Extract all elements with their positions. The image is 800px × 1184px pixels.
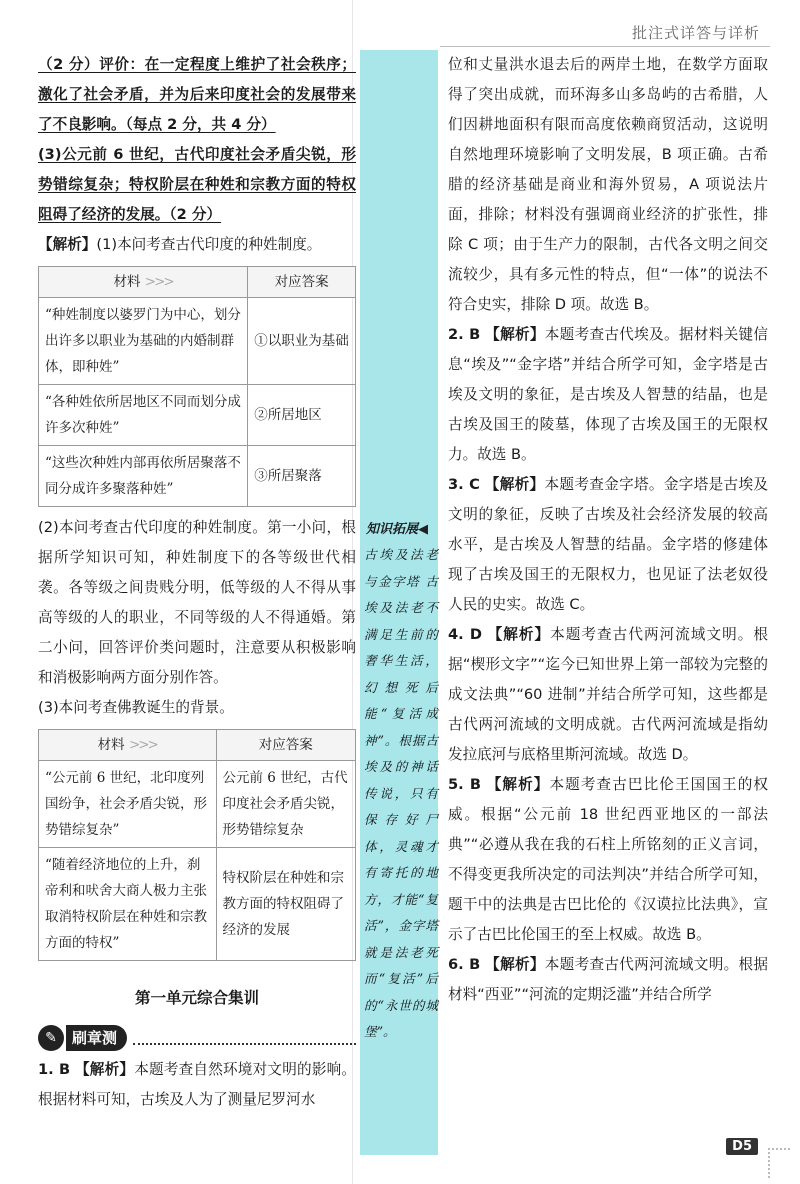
left-column bbox=[38, 50, 356, 1115]
table1-cell-answer: ①以职业为基础 bbox=[248, 298, 356, 385]
table1-cell-answer: ②所居地区 bbox=[248, 385, 356, 446]
question-3 bbox=[448, 470, 768, 620]
corner-decoration bbox=[768, 1148, 790, 1178]
question-number: 3. C bbox=[448, 476, 480, 493]
table1-cell-answer: ③所居聚落 bbox=[248, 446, 356, 507]
analysis-tag: 【解析】 bbox=[484, 476, 545, 493]
analysis-tag: 【解析】 bbox=[487, 626, 551, 643]
table-row bbox=[39, 848, 356, 961]
table1-cell-material: “这些次种姓内部再依所居聚落不同分成许多聚落种姓” bbox=[39, 446, 248, 507]
analysis-tag: 【解析】 bbox=[485, 326, 545, 343]
question-6 bbox=[448, 950, 768, 1010]
question-2 bbox=[448, 320, 768, 470]
section-label: 刷章测 bbox=[66, 1025, 127, 1051]
question-number: 1. B bbox=[38, 1061, 71, 1078]
header-rule bbox=[440, 46, 770, 47]
question-number: 2. B bbox=[448, 326, 481, 343]
table2-header-answer: 对应答案 bbox=[216, 730, 355, 761]
unit-title: 第一单元综合集训 bbox=[134, 989, 259, 1007]
analysis-tag: 【解析】 bbox=[38, 236, 97, 253]
analysis-intro-text: (1)本问考查古代印度的种姓制度。 bbox=[96, 236, 322, 253]
analysis-part3: (3)本问考查佛教诞生的背景。 bbox=[38, 699, 234, 716]
analysis-tag: 【解析】 bbox=[74, 1061, 135, 1078]
table1-cell-material: “各种姓依所居地区不同而划分成许多次种姓” bbox=[39, 385, 248, 446]
table2-header-material: 材料 >>> bbox=[39, 730, 217, 761]
answer-part2: （2 分）评价：在一定程度上维护了社会秩序；激化了社会矛盾，并为后来印度社会的发展带来了不良影响。（每点 2 分，共 4 分） bbox=[38, 56, 356, 133]
question-number: 4. D bbox=[448, 626, 482, 643]
pointer-arrow-icon: ◀ bbox=[418, 522, 429, 537]
pen-icon: ✎ bbox=[38, 1025, 64, 1051]
page-number: D5 bbox=[726, 1138, 758, 1155]
question-1 bbox=[38, 1055, 356, 1115]
question-number: 5. B bbox=[448, 776, 481, 793]
question-text: 本题考查古巴比伦王国国王的权威。根据“公元前 18 世纪西亚地区的一部法典”“必遵从我在我的石柱上所铭刻的正义言词，不得变更我所决定的司法判决”并结合所学可知，题干中的法典是古巴比伦的《汉谟拉比法典》，宣示了古巴比伦国王的至上权威。故选 B。 bbox=[448, 776, 768, 943]
answer-part3: (3)公元前 6 世纪，古代印度社会矛盾尖锐，形势错综复杂；特权阶层在种姓和宗教方面的特权阻碍了经济的发展。（2 分） bbox=[38, 146, 356, 223]
sidebar-title: 知识拓展◀ bbox=[366, 522, 429, 537]
table1-header-material: 材料 >>> bbox=[39, 267, 248, 298]
running-header: 批注式详答与详析 bbox=[631, 24, 760, 42]
analysis-intro bbox=[38, 230, 356, 260]
section-divider bbox=[133, 1031, 356, 1045]
sidebar-text: 古埃及法老与金字塔 古埃及法老不满足生前的奢华生活，幻想死后能“复活成神”。根据古埃及的神话传说，只有保存好尸体，灵魂才有寄托的地方，才能“复活”，金字塔就是法老死而“复活”后的“永世的城堡”。 bbox=[364, 547, 438, 1039]
analysis-part2: (2)本问考查古代印度的种姓制度。第一小问，根据所学知识可知，种姓制度下的各等级世代相袭。各等级之间贵贱分明，低等级的人不得从事高等级的人的职业，不同等级的人不得通婚。第二小问，回答评价类问题时，注意要从积极影响和消极影响两方面分别作答。 bbox=[38, 519, 356, 686]
table1-arrow-icon: >>> bbox=[144, 274, 173, 290]
material-table-1 bbox=[38, 266, 356, 507]
analysis-tag: 【解析】 bbox=[486, 776, 550, 793]
analysis-tag: 【解析】 bbox=[485, 956, 545, 973]
question-1-continued: 位和丈量洪水退去后的两岸土地，在数学方面取得了突出成就，而环海多山多岛屿的古希腊，人们因耕地面积有限而高度依赖商贸活动，这说明自然地理环境影响了文明发展，B 项正确。古希腊的经济基础是商业和海外贸易，A 项说法片面，排除；材料没有强调商业经济的扩张性，排除 C 项；由于生产力的限制，古代各文明之间交流较少，具有多元性的特点，但“一体”的说法不符合史实，排除 D 项。故选 B。 bbox=[448, 56, 768, 313]
question-number: 6. B bbox=[448, 956, 481, 973]
question-text: 本题考查古代两河流域文明。根据“楔形文字”“迄今已知世界上第一部较为完整的成文法典”“60 进制”并结合所学可知，这些都是古代两河流域的文明成就。古代两河流域是指幼发拉底河与底格里斯河流域。故选 D。 bbox=[448, 626, 768, 763]
table2-cell-answer: 特权阶层在种姓和宗教方面的特权阻碍了经济的发展 bbox=[216, 848, 355, 961]
table-row bbox=[39, 446, 356, 507]
question-text: 本题考查自然环境对文明的影响。根据材料可知，古埃及人为了测量尼罗河水 bbox=[38, 1061, 357, 1108]
question-text: 本题考查金字塔。金字塔是古埃及文明的象征，反映了古埃及社会经济发展的较高水平，是古埃及人智慧的结晶。金字塔的修建体现了古埃及国王的无限权力，也见证了法老奴役人民的史实。故选 C。 bbox=[448, 476, 768, 613]
material-table-2 bbox=[38, 729, 356, 961]
table-row bbox=[39, 761, 356, 848]
table1-cell-material: “种姓制度以婆罗门为中心，划分出许多以职业为基础的内婚制群体，即种姓” bbox=[39, 298, 248, 385]
table2-cell-material: “随着经济地位的上升，刹帝利和吠舍大商人极力主张取消特权阶层在种姓和宗教方面的特权” bbox=[39, 848, 217, 961]
table2-cell-material: “公元前 6 世纪，北印度列国纷争，社会矛盾尖锐，形势错综复杂” bbox=[39, 761, 217, 848]
question-5 bbox=[448, 770, 768, 950]
question-text: 本题考查古代埃及。据材料关键信息“埃及”“金字塔”并结合所学可知，金字塔是古埃及文明的象征，是古埃及人智慧的结晶，也是古埃及国王的陵墓，体现了古埃及国王的无限权力。故选 B。 bbox=[448, 326, 768, 463]
table2-cell-answer: 公元前 6 世纪，古代印度社会矛盾尖锐，形势错综复杂 bbox=[216, 761, 355, 848]
question-text: 本题考查古代两河流域文明。根据材料“西亚”“河流的定期泛滥”并结合所学 bbox=[448, 956, 768, 1003]
question-4 bbox=[448, 620, 768, 770]
table2-arrow-icon: >>> bbox=[128, 737, 157, 753]
table-row bbox=[39, 298, 356, 385]
section-header bbox=[38, 1025, 356, 1051]
table1-header-answer: 对应答案 bbox=[248, 267, 356, 298]
table-row bbox=[39, 385, 356, 446]
right-column bbox=[448, 50, 768, 1010]
